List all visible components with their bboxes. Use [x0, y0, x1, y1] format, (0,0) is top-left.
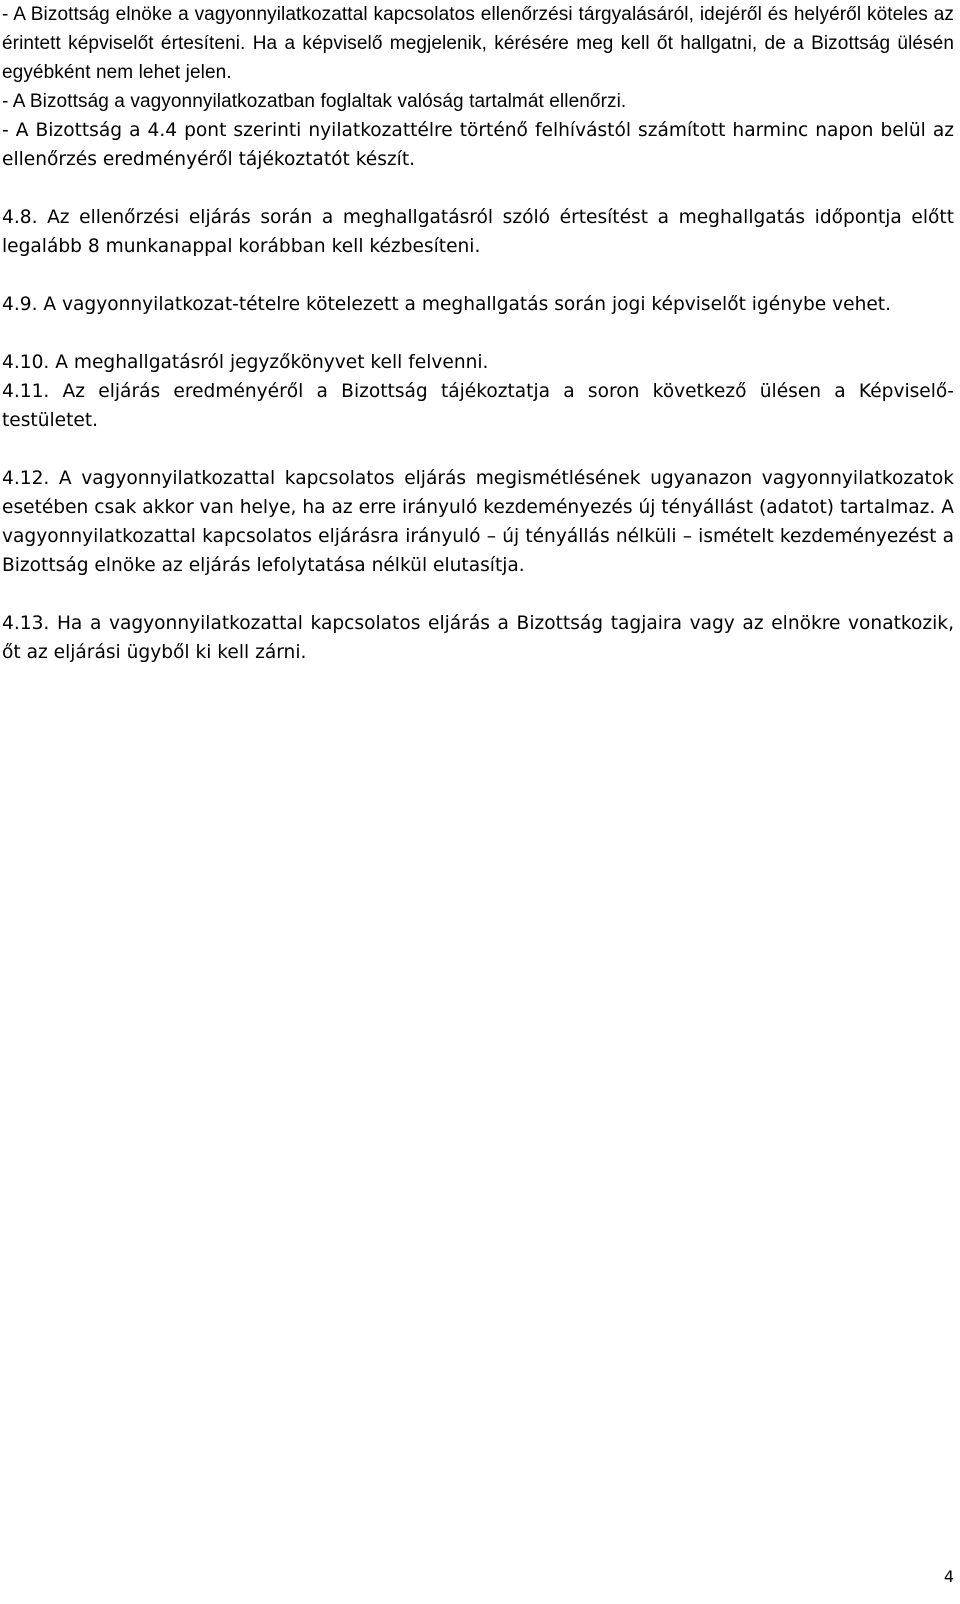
paragraph-4-9: 4.9. A vagyonnyilatkozat-tételre kötelezett a meghallgatás során jogi képviselőt igénybe vehet.: [2, 294, 892, 315]
paragraph-notification: - A Bizottság elnöke a vagyonnyilatkozattal kapcsolatos ellenőrzési tárgyalásáról, idejéről és helyéről köteles az érintett képviselőt értesíteni. Ha a képviselő megjelenik, kérésére meg kell őt hallgatni, de a Bizottság ülésén egyébként nem lehet jelen.: [2, 4, 954, 83]
paragraph-4-8: 4.8. Az ellenőrzési eljárás során a meghallgatásról szóló értesítést a meghallgatás időpontja előtt legalább 8 munkanappal korábban kell kézbesíteni.: [2, 207, 954, 257]
paragraph-4-13: 4.13. Ha a vagyonnyilatkozattal kapcsolatos eljárás a Bizottság tagjaira vagy az elnökre vonatkozik, őt az eljárási ügyből ki kell zárni.: [2, 613, 954, 663]
paragraph-4-10: 4.10. A meghallgatásról jegyzőkönyvet kell felvenni.: [2, 352, 489, 373]
paragraph-4-11: 4.11. Az eljárás eredményéről a Bizottság tájékoztatja a soron következő ülésen a Képviselő-testületet.: [2, 381, 954, 431]
paragraph-4-12: 4.12. A vagyonnyilatkozattal kapcsolatos eljárás megismétlésének ugyanazon vagyonnyilatkozatok esetében csak akkor van helye, ha az erre irányuló kezdeményezés új tényállást (adatot) tartalmaz. A vagyonnyilatkozattal kapcsolatos eljárásra irányuló – új tényállás nélküli – ismételt kezdeményezést a Bizottság elnöke az eljárás lefolytatása nélkül elutasítja.: [2, 468, 954, 576]
paragraph-report: - A Bizottság a 4.4 pont szerinti nyilatkozattélre történő felhívástól számított harminc napon belül az ellenőrzés eredményéről tájékoztatót készít.: [2, 120, 954, 170]
paragraph-content-check: - A Bizottság a vagyonnyilatkozatban foglaltak valóság tartalmát ellenőrzi.: [2, 91, 627, 112]
page-number: 4: [943, 1567, 954, 1586]
document-body: [2, 0, 954, 667]
